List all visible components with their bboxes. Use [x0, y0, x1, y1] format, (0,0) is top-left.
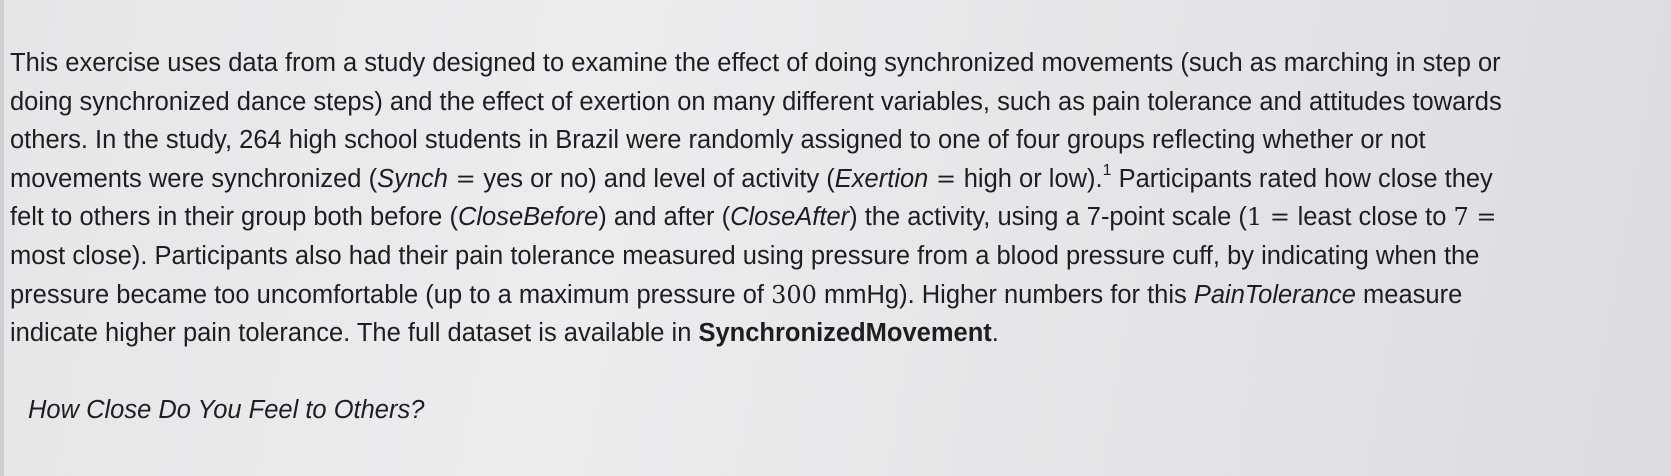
variable-exertion: Exertion: [834, 164, 929, 193]
paragraph-line: others. In the study, 264 high school students in Brazil were randomly assigned to one of four groups reflecting whether or not: [10, 126, 1426, 155]
dataset-name: SynchronizedMovement: [698, 319, 992, 348]
variable-closebefore: CloseBefore: [457, 203, 599, 232]
variable-closeafter: CloseAfter: [730, 203, 850, 232]
paragraph-line: This exercise uses data from a study designed to examine the effect of doing synchronized movements (such as marching in step or: [10, 49, 1501, 77]
variable-synch: Synch: [377, 164, 448, 193]
paragraph-line: most close). Participants also had their pain tolerance measured using pressure from a blood pressure cuff, by indicating when the: [10, 241, 1480, 270]
footnote-marker[interactable]: 1: [1102, 162, 1112, 180]
section-heading: How Close Do You Feel to Others?: [28, 396, 425, 424]
paragraph-line: doing synchronized dance steps) and the effect of exertion on many different variables, such as pain tolerance and attitudes towards: [10, 87, 1502, 116]
problem-paragraph: [10, 44, 1671, 353]
paragraph-line: indicate higher pain tolerance. The full dataset is available in SynchronizedMovement.: [10, 319, 999, 348]
left-edge-border: [0, 0, 4, 476]
paragraph-line: pressure became too uncomfortable (up to a maximum pressure of 300 mmHg). Higher numbers for this PainTolerance measure: [10, 280, 1463, 309]
variable-paintolerance: PainTolerance: [1193, 280, 1356, 309]
paragraph-line: movements were synchronized (Synch = yes or no) and level of activity (Exertion = high or low).$^1$ Participants rated how close they: [10, 162, 1493, 193]
paragraph-line: felt to others in their group both before (CloseBefore) and after (CloseAfter) the activity, using a 7-point scale (1 = least close to 7 =: [10, 203, 1497, 232]
